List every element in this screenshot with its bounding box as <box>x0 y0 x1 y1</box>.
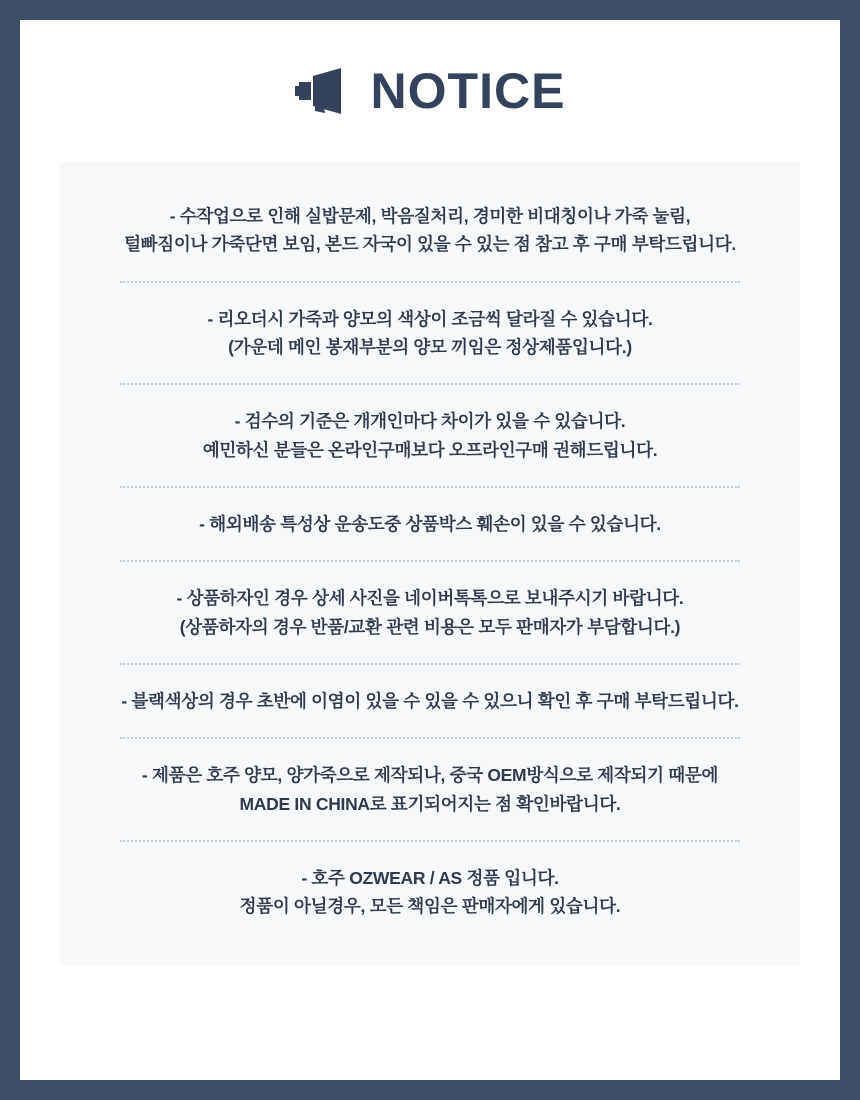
divider <box>120 560 740 562</box>
notice-line: 정품이 아닐경우, 모든 책임은 판매자에게 있습니다. <box>239 896 621 917</box>
notice-line: MADE IN CHINA로 표기되어지는 점 확인바랍니다. <box>239 793 621 814</box>
notice-line: - 리오더시 가죽과 양모의 색상이 조금씩 달라질 수 있습니다. <box>207 308 653 329</box>
notice-item <box>90 510 770 538</box>
megaphone-icon <box>295 68 353 114</box>
divider <box>120 383 740 385</box>
page-title: NOTICE <box>370 63 566 119</box>
divider <box>120 486 740 488</box>
notice-item <box>90 407 770 464</box>
divider <box>120 663 740 665</box>
divider <box>120 840 740 842</box>
notice-item <box>90 584 770 641</box>
notice-item <box>90 202 770 259</box>
notice-line: - 제품은 호주 양모, 양가죽으로 제작되나, 중국 OEM방식으로 제작되기 때문에 <box>141 765 719 786</box>
notice-header <box>295 58 566 124</box>
notice-item <box>90 761 770 818</box>
divider <box>120 737 740 739</box>
notice-line: - 검수의 기준은 개개인마다 차이가 있을 수 있습니다. <box>234 411 626 432</box>
notice-line: - 블랙색상의 경우 초반에 이염이 있을 수 있을 수 있으니 확인 후 구매 부탁드립니다. <box>121 691 739 712</box>
notice-line: - 호주 OZWEAR / AS 정품 입니다. <box>301 868 559 889</box>
notice-line: (상품하자의 경우 반품/교환 관련 비용은 모두 판매자가 부담합니다.) <box>179 616 681 637</box>
notice-page <box>20 20 840 1080</box>
notice-line: 예민하신 분들은 온라인구매보다 오프라인구매 권해드립니다. <box>202 439 658 460</box>
notice-line: - 수작업으로 인해 실밥문제, 박음질처리, 경미한 비대칭이나 가죽 눌림, <box>169 206 691 226</box>
notice-panel <box>60 162 800 965</box>
notice-item <box>90 864 770 921</box>
notice-item <box>90 305 770 362</box>
notice-line: (가운데 메인 봉재부분의 양모 끼임은 정상제품입니다.) <box>228 337 632 358</box>
notice-line: 털빠짐이나 가죽단면 보임, 본드 자국이 있을 수 있는 점 참고 후 구매 부탁드립니다. <box>124 234 736 255</box>
notice-line: - 해외배송 특성상 운송도중 상품박스 훼손이 있을 수 있습니다. <box>199 514 661 535</box>
notice-item <box>90 687 770 715</box>
notice-line: - 상품하자인 경우 상세 사진을 네이버톡톡으로 보내주시기 바랍니다. <box>176 588 684 609</box>
divider <box>120 281 740 283</box>
